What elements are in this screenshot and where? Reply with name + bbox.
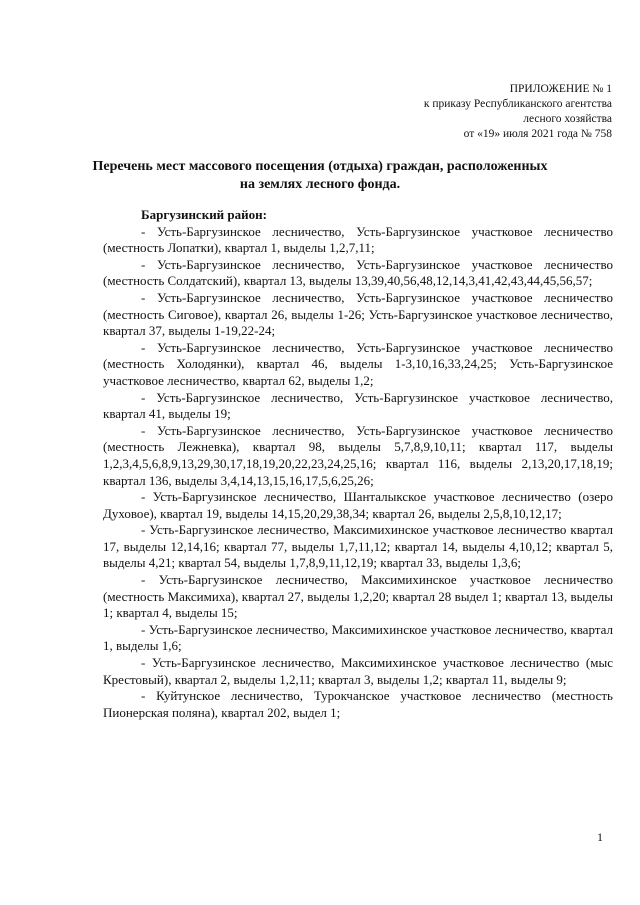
title-line: Перечень мест массового посещения (отдыха) граждан, расположенных [92, 159, 548, 174]
document-body [103, 207, 613, 721]
list-item: - Усть-Баргузинское лесничество, Усть-Баргузинское участковое лесничество (местность Солдатский), квартал 13, выделы 13,39,40,56,48,12,14,3,41,42,43,44,45,56,57; [103, 256, 613, 289]
list-item: - Усть-Баргузинское лесничество, Максимихинское участковое лесничество квартал 17, выделы 12,14,16; квартал 77, выделы 1,7,11,12; квартал 14, выделы 4,10,12; квартал 5, выделы 4,21; квартал 54, выделы 1,7,8,9,11,12,19; квартал 33, выделы 1,3,6; [103, 522, 613, 571]
appendix-header [424, 82, 612, 142]
list-item: - Усть-Баргузинское лесничество, Максимихинское участковое лесничество (местность Максимиха), квартал 27, выделы 1,2,20; квартал 28 выдел 1; квартал 13, выделы 1; квартал 4, выделы 15; [103, 572, 613, 621]
list-item: - Усть-Баргузинское лесничество, Усть-Баргузинское участковое лесничество (местность Холодянки), квартал 46, выделы 1-3,10,16,33,24,25; Усть-Баргузинское участковое лесничество, квартал 62, выделы 1,2; [103, 339, 613, 388]
list-item: - Усть-Баргузинское лесничество, Усть-Баргузинское участковое лесничество (местность Лежневка), квартал 98, выделы 5,7,8,9,10,11; квартал 117, выделы 1,2,3,4,5,6,8,9,13,29,30,17,18,19,20,22,23,24,25,16; квартал 116, выделы 2,13,20,17,18,19; квартал 136, выделы 3,4,14,13,15,16,17,5,6,25,26; [103, 422, 613, 488]
appendix-line: лесного хозяйства [523, 113, 612, 125]
list-item: - Усть-Баргузинское лесничество, Максимихинское участковое лесничество, квартал 1, выделы 1,6; [103, 621, 613, 654]
appendix-line: от «19» июля 2021 года № 758 [463, 128, 612, 140]
appendix-line: ПРИЛОЖЕНИЕ № 1 [509, 83, 612, 95]
title-line: на землях лесного фонда. [239, 177, 401, 192]
list-item: - Усть-Баргузинское лесничество, Максимихинское участковое лесничество (мыс Крестовый), квартал 2, выделы 1,2,11; квартал 3, выделы 1,2; квартал 11, выделы 9; [103, 655, 613, 687]
appendix-line: к приказу Республиканского агентства [423, 98, 612, 110]
page-number: 1 [597, 830, 603, 844]
district-heading: Баргузинский район: [141, 207, 267, 222]
list-item: - Куйтунское лесничество, Турокчанское участковое лесничество (местность Пионерская поляна), квартал 202, выдел 1; [103, 688, 613, 720]
document-title [0, 158, 640, 194]
list-item: - Усть-Баргузинское лесничество, Шанталыкское участковое лесничество (озеро Духовое), квартал 19, выделы 14,15,20,29,38,34; квартал 26, выделы 2,5,8,10,12,17; [103, 489, 613, 521]
list-item: - Усть-Баргузинское лесничество, Усть-Баргузинское участковое лесничество (местность Лопатки), квартал 1, выделы 1,2,7,11; [103, 223, 613, 256]
list-item: - Усть-Баргузинское лесничество, Усть-Баргузинское участковое лесничество, квартал 41, выделы 19; [103, 389, 613, 422]
list-item: - Усть-Баргузинское лесничество, Усть-Баргузинское участковое лесничество (местность Сиговое), квартал 26, выделы 1-26; Усть-Баргузинское участковое лесничество, квартал 37, выделы 1-19,22-24; [103, 289, 613, 339]
